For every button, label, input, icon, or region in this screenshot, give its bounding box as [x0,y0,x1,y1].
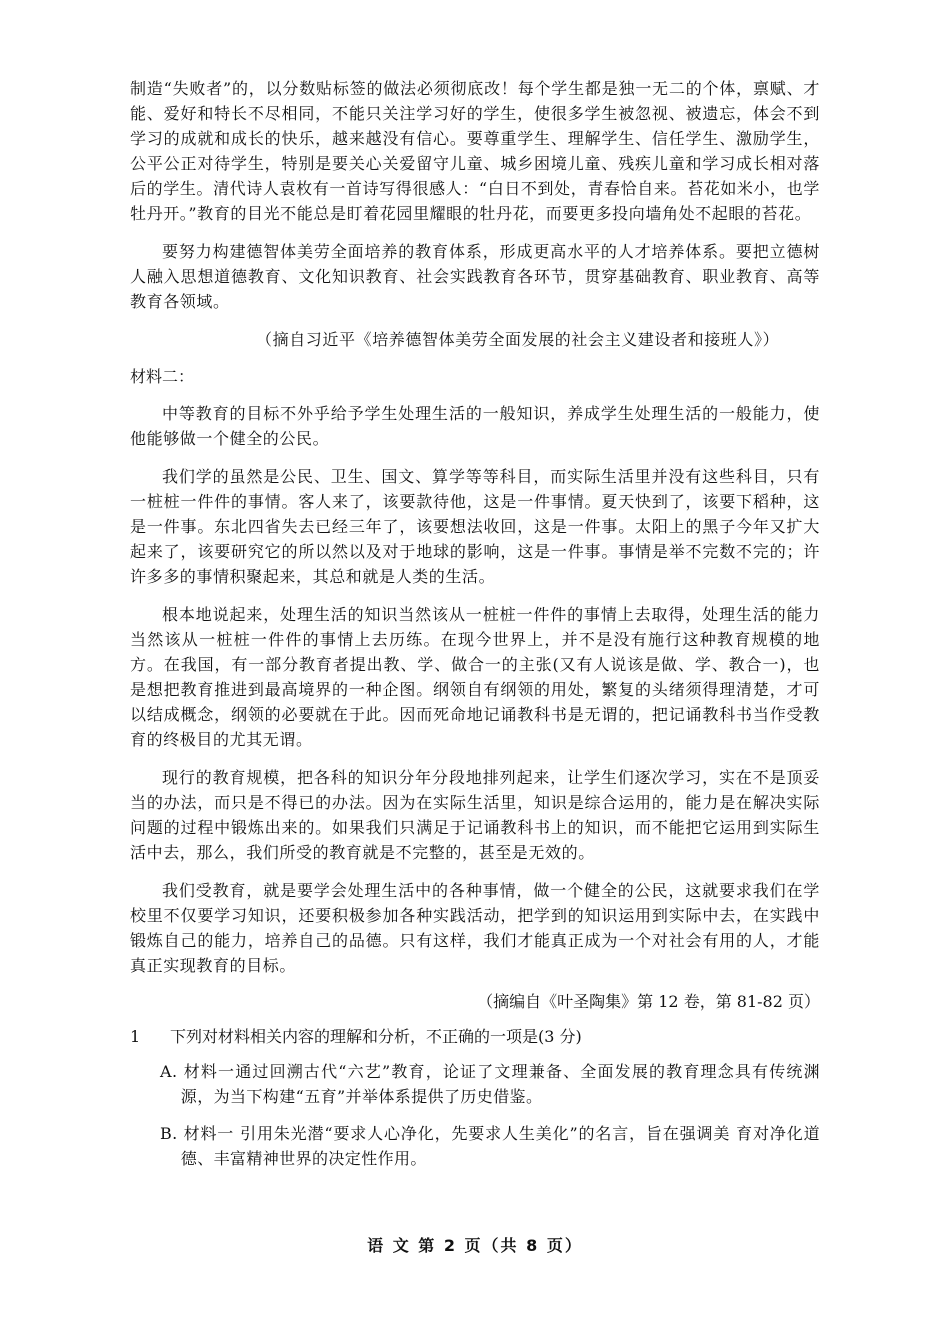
material1-paragraph-2: 要努力构建德智体美劳全面培养的教育体系，形成更高水平的人才培养体系。要把立德树人融入思想道德教育、文化知识教育、社会实践教育各环节，贯穿基础教育、职业教育、高等教育各领域。 [130,242,820,311]
option-a: A. 材料一通过回溯古代“六艺”教育，论证了文理兼备、全面发展的教育理念具有传统渊源，为当下构建“五育”并举体系提供了历史借鉴。 [160,1062,820,1106]
document-body [130,76,820,1183]
material2-source: （摘编自《叶圣陶集》第 12 卷，第 81-82 页） [477,992,820,1011]
material2-paragraph-5: 我们受教育，就是要学会处理生活中的各种事情，做一个健全的公民，这就要求我们在学校里不仅要学习知识，还要积极参加各种实践活动，把学到的知识运用到实际中去，在实践中锻炼自己的能力，培养自己的品德。只有这样，我们才能真正成为一个对社会有用的人，才能真正实现教育的目标。 [130,881,820,975]
material2-label: 材料二： [130,367,195,386]
material2-paragraph-2: 我们学的虽然是公民、卫生、国文、算学等等科目，而实际生活里并没有这些科目，只有一桩桩一件件的事情。客人来了，该要款待他，这是一件事情。夏天快到了，该要下稻种，这是一件事。东北四省失去已经三年了，该要想法收回，这是一件事。太阳上的黑子今年又扩大起来了，该要研究它的所以然以及对于地球的影响，这是一件事。事情是举不完数不完的；许许多多的事情积聚起来，其总和就是人类的生活。 [130,467,820,586]
material2-paragraph-4: 现行的教育规模，把各科的知识分年分段地排列起来，让学生们逐次学习，实在不是顶妥当的办法，而只是不得已的办法。因为在实际生活里，知识是综合运用的，能力是在解决实际问题的过程中锻炼出来的。如果我们只满足于记诵教科书上的知识，而不能把它运用到实际生活中去，那么，我们所受的教育就是不完整的，甚至是无效的。 [130,768,820,862]
question-number: 1 [130,1027,141,1046]
question-1 [130,1024,820,1049]
material2-paragraph-3: 根本地说起来，处理生活的知识当然该从一桩桩一件件的事情上去取得，处理生活的能力当然该从一桩桩一件件的事情上去历练。在现今世界上，并不是没有施行这种教育规模的地方。在我国，有一部分教育者提出教、学、做合一的主张(又有人说该是做、学、教合一)，也是想把教育推进到最高境界的一种企图。纲领自有纲领的用处，繁复的头绪须得理清楚，才可以结成概念，纲领的必要就在于此。因而死命地记诵教科书是无谓的，把记诵教科书当作受教育的终极目的尤其无谓。 [130,605,820,749]
page-footer: 语 文 第 2 页（共 8 页） [367,1236,583,1255]
material1-paragraph-continued: 制造“失败者”的，以分数贴标签的做法必须彻底改！每个学生都是独一无二的个体，禀赋、才能、爱好和特长不尽相同，不能只关注学习好的学生，使很多学生被忽视、被遗忘，体会不到学习的成就和成长的快乐，越来越没有信心。要尊重学生、理解学生、信任学生、激励学生，公平公正对待学生，特别是要关心关爱留守儿童、城乡困境儿童、残疾儿童和学习成长相对落后的学生。清代诗人袁枚有一首诗写得很感人：“白日不到处，青春恰自来。苔花如米小，也学牡丹开。”教育的目光不能总是盯着花园里耀眼的牡丹花，而要更多投向墙角处不起眼的苔花。 [130,79,820,223]
option-b: B. 材料一 引用朱光潜“要求人心净化，先要求人生美化”的名言，旨在强调美 育对净化道德、丰富精神世界的决定性作用。 [160,1124,820,1168]
question-stem: 下列对材料相关内容的理解和分析，不正确的一项是(3 分) [170,1027,582,1046]
material2-paragraph-1: 中等教育的目标不外乎给予学生处理生活的一般知识，养成学生处理生活的一般能力，使他能够做一个健全的公民。 [130,404,820,448]
material1-source: （摘自习近平《培养德智体美劳全面发展的社会主义建设者和接班人》） [256,330,780,349]
